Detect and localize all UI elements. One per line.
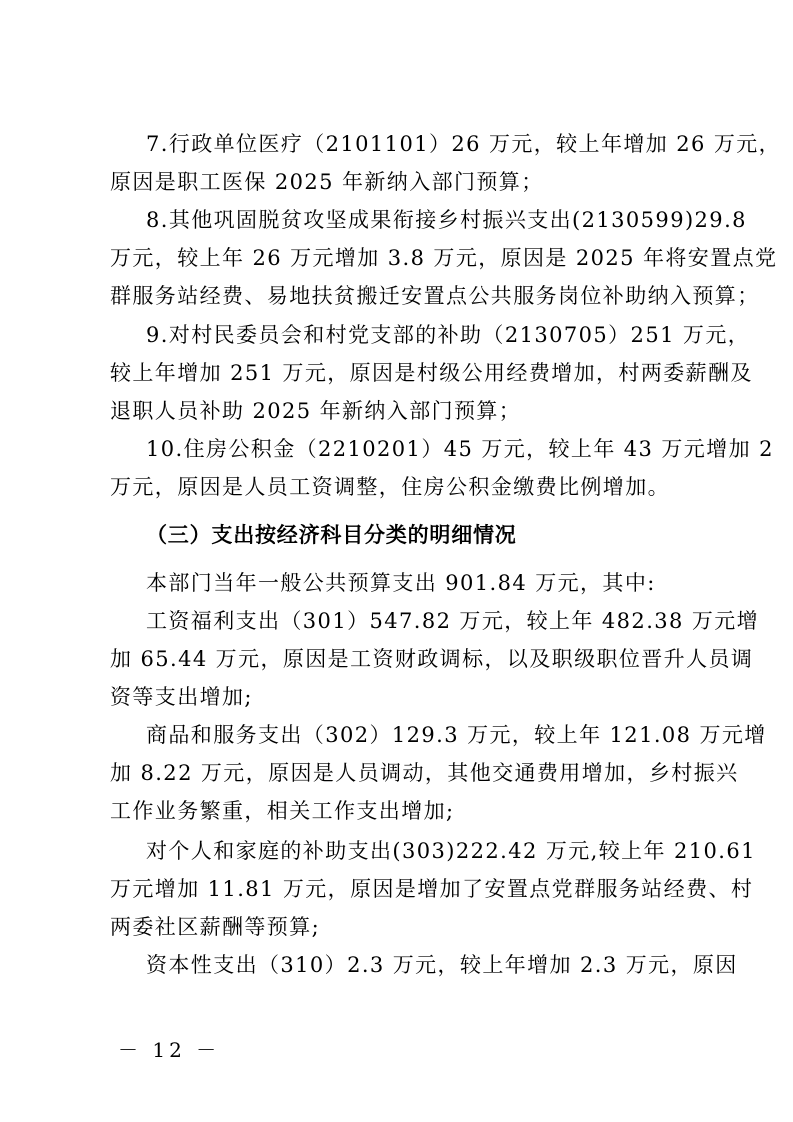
paragraph-line: 7.行政单位医疗（2101101）26 万元，较上年增加 26 万元， [146,132,782,156]
paragraph-line: 加 65.44 万元，原因是工资财政调标，以及职级职位晋升人员调 [110,647,754,671]
paragraph-line: 两委社区薪酬等预算; [110,915,321,939]
paragraph-line: 10.住房公积金（2210201）45 万元，较上年 43 万元增加 2 [146,437,774,461]
paragraph-line: 退职人员补助 2025 年新纳入部门预算； [110,399,522,423]
paragraph-line: 对个人和家庭的补助支出(303)222.42 万元,较上年 210.61 [146,839,756,863]
paragraph-line: 工作业务繁重，相关工作支出增加; [110,799,455,823]
paragraph-line: 加 8.22 万元，原因是人员调动，其他交通费用增加，乡村振兴 [110,761,739,785]
paragraph-line: 万元，原因是人员工资调整，住房公积金缴费比例增加。 [110,475,670,499]
paragraph-line: 万元，较上年 26 万元增加 3.8 万元，原因是 2025 年将安置点党 [110,246,778,270]
paragraph-line: 本部门当年一般公共预算支出 901.84 万元，其中: [146,571,656,595]
paragraph-line: 原因是职工医保 2025 年新纳入部门预算； [110,170,544,194]
paragraph-line: 群服务站经费、易地扶贫搬迁安置点公共服务岗位补助纳入预算； [110,284,760,308]
section-heading: （三）支出按经济科目分类的明细情况 [146,523,517,547]
paragraph-line: 8.其他巩固脱贫攻坚成果衔接乡村振兴支出(2130599)29.8 [146,208,747,232]
paragraph-line: 万元增加 11.81 万元，原因是增加了安置点党群服务站经费、村 [110,877,754,901]
page-number: － 12 － [118,1038,221,1062]
paragraph-line: 资本性支出（310）2.3 万元，较上年增加 2.3 万元，原因 [146,953,738,977]
paragraph-line: 工资福利支出（301）547.82 万元，较上年 482.38 万元增 [146,609,760,633]
paragraph-line: 9.对村民委员会和村党支部的补助（2130705）251 万元， [146,323,751,347]
paragraph-line: 商品和服务支出（302）129.3 万元，较上年 121.08 万元增 [146,723,767,747]
paragraph-line: 资等支出增加; [110,685,253,709]
paragraph-line: 较上年增加 251 万元，原因是村级公用经费增加，村两委薪酬及 [110,361,753,385]
